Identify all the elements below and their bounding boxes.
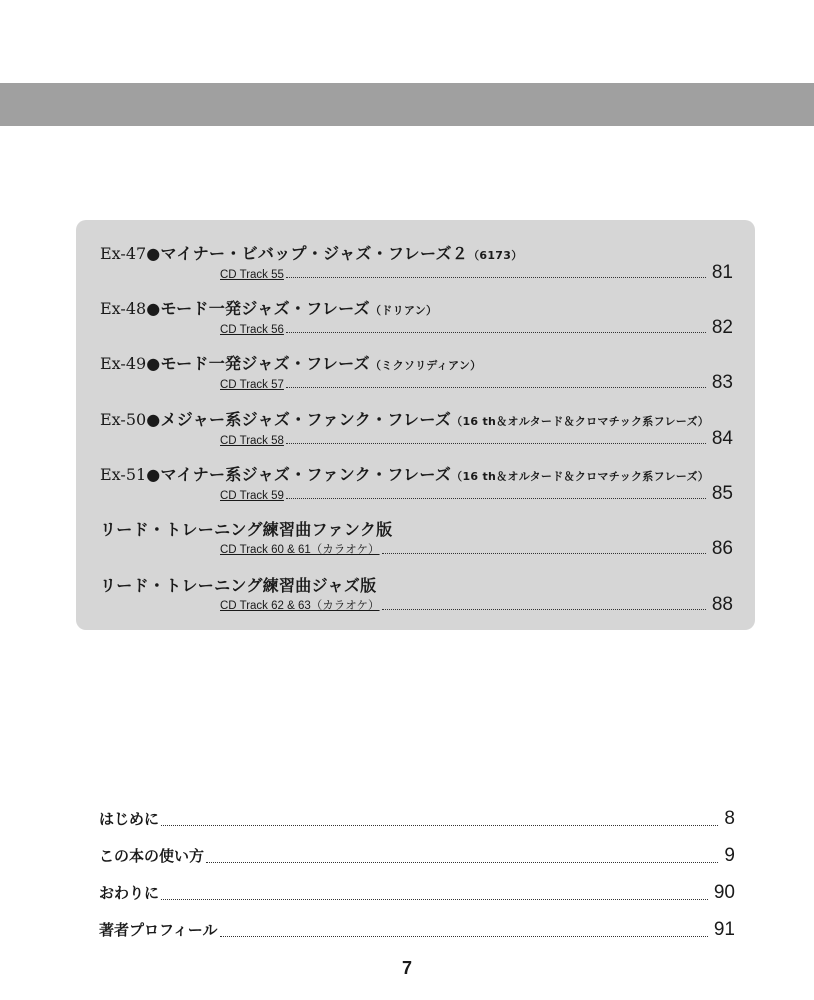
- example-number: Ex-48: [100, 299, 147, 318]
- dot-leader: [286, 443, 706, 444]
- bullet-marker: ●: [146, 354, 161, 373]
- entry-title-text: リード・トレーニング練習曲ファンク版: [100, 520, 393, 539]
- track-line: [220, 482, 733, 504]
- track-line: [220, 427, 733, 449]
- bullet-marker: ●: [146, 465, 161, 484]
- example-number: Ex-50: [100, 410, 147, 429]
- track-line: [220, 261, 733, 283]
- item-label: はじめに: [99, 810, 160, 828]
- page-number: 7: [401, 958, 412, 978]
- item-label: おわりに: [99, 884, 160, 902]
- toc-box: [76, 220, 755, 630]
- toc-entry[interactable]: [100, 564, 733, 618]
- example-number: Ex-47: [100, 244, 147, 263]
- cd-track-link[interactable]: CD Track 59: [220, 490, 284, 502]
- dot-leader: [206, 862, 718, 863]
- entry-note: （ドリアン）: [369, 304, 438, 317]
- page-ref: 8: [724, 808, 735, 829]
- entry-title-text: リード・トレーニング練習曲ジャズ版: [100, 576, 377, 595]
- bullet-marker: ●: [146, 299, 161, 318]
- toc-item-introduction[interactable]: [99, 795, 735, 832]
- dot-leader: [382, 553, 706, 554]
- cd-track-link[interactable]: CD Track 55: [220, 269, 284, 281]
- dot-leader: [161, 899, 708, 900]
- toc-item-afterword[interactable]: [99, 869, 735, 906]
- bullet-marker: ●: [146, 410, 161, 429]
- page-ref: 88: [711, 594, 733, 615]
- track-line: [220, 316, 733, 338]
- example-number: Ex-51: [100, 465, 147, 484]
- entry-title-text: モード一発ジャズ・フレーズ: [160, 299, 370, 318]
- entry-note: （6173）: [468, 249, 523, 262]
- front-back-matter-list: [99, 795, 735, 943]
- toc-item-how-to-use[interactable]: [99, 832, 735, 869]
- dot-leader: [220, 936, 708, 937]
- page-ref: 9: [724, 845, 735, 866]
- example-number: Ex-49: [100, 354, 147, 373]
- page-ref: 84: [711, 428, 733, 449]
- entry-note: （ミクソリディアン）: [369, 359, 482, 372]
- page-ref: 81: [711, 262, 733, 283]
- entry-title-text: モード一発ジャズ・フレーズ: [160, 354, 370, 373]
- toc-entry[interactable]: [100, 232, 733, 286]
- toc-entry[interactable]: [100, 287, 733, 341]
- page-ref: 82: [711, 317, 733, 338]
- item-label: 著者プロフィール: [99, 921, 218, 939]
- dot-leader: [286, 498, 706, 499]
- toc-entry[interactable]: [100, 453, 733, 507]
- dot-leader: [286, 277, 706, 278]
- cd-track-link[interactable]: CD Track 60 & 61（カラオケ）: [220, 544, 380, 556]
- cd-track-link[interactable]: CD Track 58: [220, 435, 284, 447]
- toc-entry[interactable]: [100, 398, 733, 452]
- header-band: [0, 83, 814, 126]
- dot-leader: [382, 609, 706, 610]
- dot-leader: [161, 825, 718, 826]
- dot-leader: [286, 387, 706, 388]
- entry-title-text: マイナー系ジャズ・ファンク・フレーズ: [160, 465, 452, 484]
- item-label: この本の使い方: [99, 847, 205, 865]
- entry-title-text: マイナー・ビバップ・ジャズ・フレーズ２: [160, 244, 469, 263]
- track-line: [220, 537, 733, 559]
- cd-track-link[interactable]: CD Track 62 & 63（カラオケ）: [220, 600, 380, 612]
- entry-note: （16 th＆オルタード＆クロマチック系フレーズ）: [451, 415, 710, 428]
- cd-track-link[interactable]: CD Track 56: [220, 324, 284, 336]
- page-ref: 86: [711, 538, 733, 559]
- entry-title-text: メジャー系ジャズ・ファンク・フレーズ: [160, 410, 452, 429]
- toc-item-author-profile[interactable]: [99, 906, 735, 943]
- toc-entry[interactable]: [100, 342, 733, 396]
- page-ref: 83: [711, 372, 733, 393]
- page-ref: 90: [713, 882, 735, 903]
- bullet-marker: ●: [146, 244, 161, 263]
- toc-entry[interactable]: [100, 508, 733, 562]
- entry-note: （16 th＆オルタード＆クロマチック系フレーズ）: [451, 470, 710, 483]
- track-line: [220, 593, 733, 615]
- cd-track-link[interactable]: CD Track 57: [220, 379, 284, 391]
- page-ref: 91: [713, 919, 735, 940]
- page-ref: 85: [711, 483, 733, 504]
- track-line: [220, 371, 733, 393]
- dot-leader: [286, 332, 706, 333]
